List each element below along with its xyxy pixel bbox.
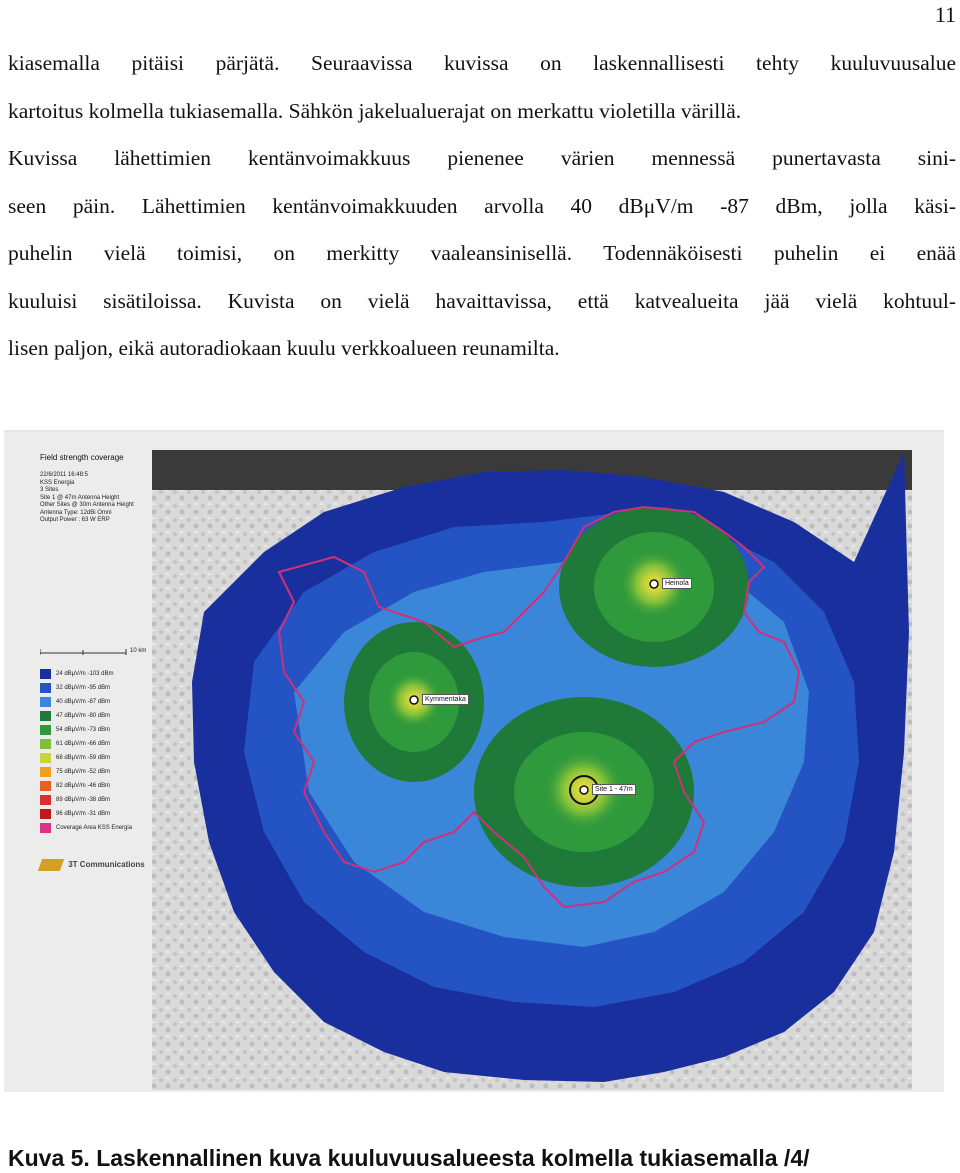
- paragraph-line: lisen paljon, eikä autoradiokaan kuulu verkkoalueen reunamilta.: [8, 336, 560, 360]
- site-label-heinola: Heinola: [662, 578, 692, 589]
- legend-swatch: [40, 823, 51, 833]
- site-marker-site1: [580, 786, 588, 794]
- legend-title: Field strength coverage: [40, 453, 124, 462]
- legend-item: [40, 752, 110, 763]
- legend-meta-line: 3 Sites: [40, 487, 59, 493]
- legend-swatch: [40, 781, 51, 791]
- body-paragraph: [8, 40, 956, 373]
- paragraph-line: kartoitus kolmella tukiasemalla. Sähkön jakelualuerajat on merkattu violetilla värillä.: [8, 98, 742, 123]
- site-marker-kymmentaka: [410, 696, 418, 704]
- site-marker-heinola: [650, 580, 658, 588]
- legend-item: [40, 724, 110, 735]
- site-label-site1: Site 1 - 47m: [592, 784, 636, 795]
- map-legend: [34, 447, 158, 1092]
- figure-caption: Kuva 5. Laskennallinen kuva kuuluvuusalueesta kolmella tukiasemalla /4/: [8, 1145, 810, 1171]
- company-logo-icon: [38, 859, 64, 871]
- legend-item: [40, 766, 110, 777]
- legend-meta-line: Other Sites @ 30m Antenna Height: [40, 502, 134, 508]
- legend-label: 40 dBμV/m -87 dBm: [56, 698, 111, 705]
- paragraph-line: kuuluisi sisätiloissa. Kuvista on vielä havaittavissa, että katvealueita jää vielä kohtuul-: [8, 288, 956, 313]
- scale-label: 10 km: [130, 648, 147, 654]
- company-name: 3T Communications: [68, 860, 145, 870]
- legend-label: 61 dBμV/m -66 dBm: [56, 740, 111, 747]
- paragraph-line: kiasemalla pitäisi pärjätä. Seuraavissa kuvissa on laskennallisesti tehty kuuluvuusalue: [8, 51, 956, 75]
- legend-meta-line: 22/6/2011 16:48:5: [40, 472, 88, 478]
- legend-label: Coverage Area KSS Energia: [56, 824, 133, 831]
- legend-swatch: [40, 697, 51, 707]
- paragraph-line: seen päin. Lähettimien kentänvoimakkuuden arvolla 40 dBμV/m -87 dBm, jolla käsi-: [8, 193, 956, 218]
- legend-item: [40, 780, 110, 791]
- legend-meta-line: Output Power : 63 W ERP: [40, 517, 110, 523]
- legend-swatch: [40, 767, 51, 777]
- coverage-map-figure: [4, 430, 944, 1092]
- legend-item: [40, 822, 132, 833]
- legend-label: 54 dBμV/m -73 dBm: [56, 726, 111, 733]
- legend-label: 75 dBμV/m -52 dBm: [56, 768, 111, 775]
- site-label-kymmentaka: Kymmentaka: [422, 694, 469, 705]
- legend-swatch: [40, 683, 51, 693]
- paragraph-line: Kuvissa lähettimien kentänvoimakkuus pienenee värien mennessä punertavasta sini-: [8, 146, 956, 170]
- legend-label: 96 dBμV/m -31 dBm: [56, 810, 111, 817]
- legend-swatch: [40, 809, 51, 819]
- legend-item: [40, 668, 113, 679]
- company-logo: [40, 859, 145, 871]
- legend-meta: [40, 472, 134, 525]
- legend-swatch: [40, 739, 51, 749]
- legend-item: [40, 794, 110, 805]
- legend-swatch: [40, 753, 51, 763]
- paragraph-line: puhelin vielä toimisi, on merkitty vaaleansinisellä. Todennäköisesti puhelin ei enää: [8, 241, 956, 265]
- legend-item: [40, 808, 110, 819]
- legend-item: [40, 738, 110, 749]
- legend-label: 82 dBμV/m -46 dBm: [56, 782, 111, 789]
- page-number: 11: [934, 2, 956, 27]
- legend-label: 47 dBμV/m -80 dBm: [56, 712, 111, 719]
- legend-label: 24 dBμV/m -103 dBm: [56, 670, 114, 677]
- legend-swatch: [40, 711, 51, 721]
- legend-label: 89 dBμV/m -38 dBm: [56, 796, 111, 803]
- legend-item: [40, 696, 110, 707]
- legend-item: [40, 710, 110, 721]
- legend-meta-line: KSS Energia: [40, 479, 75, 486]
- legend-label: 68 dBμV/m -59 dBm: [56, 754, 111, 761]
- scale-bar: [40, 647, 130, 657]
- legend-meta-line: Antenna Type: 12dBi Omni: [40, 509, 112, 516]
- legend-item: [40, 682, 110, 693]
- legend-meta-line: Site 1 @ 47m Antenna Height: [40, 494, 120, 501]
- legend-swatch: [40, 669, 51, 679]
- legend-swatch: [40, 725, 51, 735]
- legend-label: 32 dBμV/m -95 dBm: [56, 684, 111, 691]
- legend-swatch: [40, 795, 51, 805]
